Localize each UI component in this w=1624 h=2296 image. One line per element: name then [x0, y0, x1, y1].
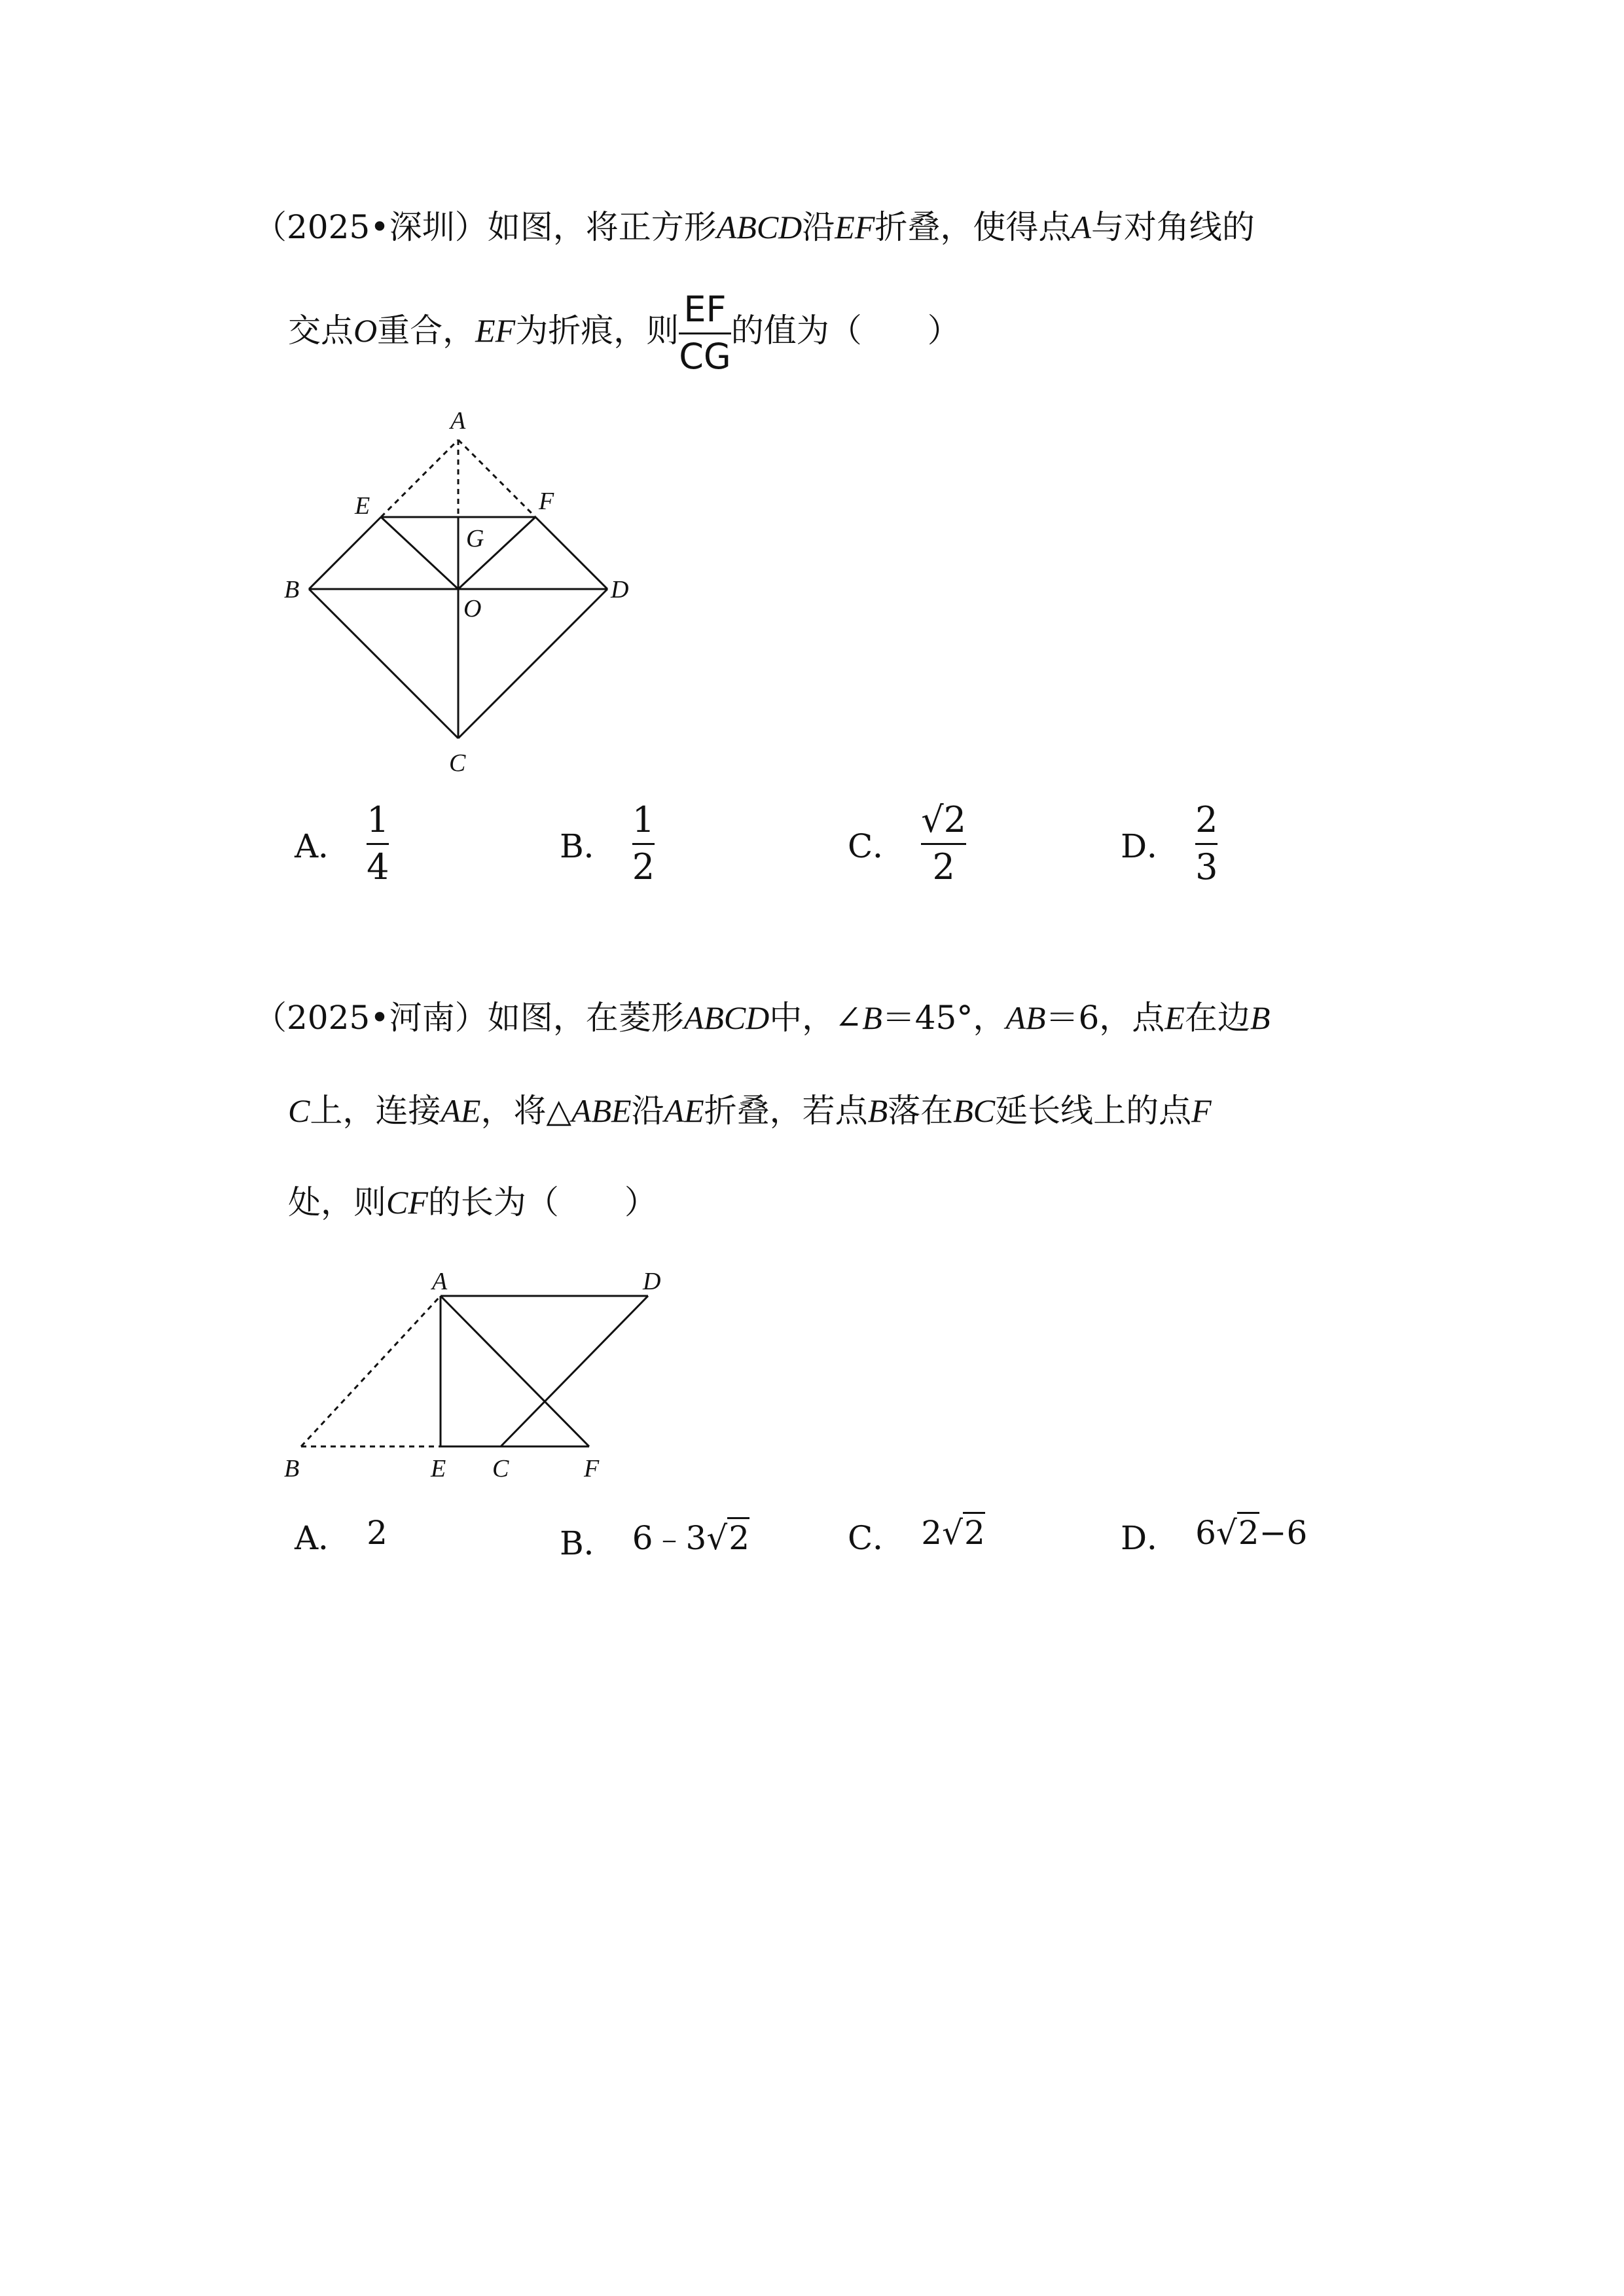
dashed-ea: [381, 440, 458, 517]
q2-option-c[interactable]: C． 2√2: [848, 1512, 985, 1559]
q1-option-a[interactable]: A． $\frac{1}{4}$: [295, 799, 389, 888]
q2-option-d[interactable]: D． 6√2−6: [1121, 1512, 1307, 1559]
label-c: C: [449, 749, 466, 777]
sqrt-sign: √2: [1216, 1514, 1259, 1552]
label-b: B: [284, 1455, 300, 1482]
label-f: F: [584, 1455, 600, 1482]
label-c: C: [492, 1455, 509, 1482]
segment-af: [441, 1296, 589, 1446]
label-o: O: [463, 595, 482, 622]
segment-fd: [535, 517, 607, 589]
label-b: B: [284, 576, 300, 603]
segment-eo: [381, 517, 458, 589]
q1-stem-line-1: （2025•深圳）如图，将正方形ABCD沿EF折叠，使得点A与对角线的: [254, 208, 1255, 246]
q2-stem-line-2: C上，连接AE，将△ABE沿AE折叠，若点B落在BC延长线上的点F: [288, 1092, 1212, 1130]
label-d: D: [611, 576, 629, 603]
dashed-af: [458, 440, 535, 517]
label-e: E: [355, 492, 370, 520]
q2-option-a[interactable]: A． 2: [295, 1514, 388, 1557]
label-e: E: [431, 1455, 446, 1482]
ratio-fraction: $\frac{EF}{CG}$: [679, 289, 731, 377]
q2-stem-line-1: （2025•河南）如图，在菱形ABCD中，∠B＝45°，AB＝6，点E在边B: [254, 999, 1271, 1037]
q1-option-d[interactable]: D． $\frac{2}{3}$: [1121, 799, 1218, 888]
label-d: D: [643, 1268, 661, 1295]
label-a: A: [432, 1268, 448, 1295]
segment-bc: [309, 589, 458, 738]
q2-figure: [281, 1257, 674, 1486]
segment-be: [309, 517, 381, 589]
sqrt-sign: √2: [706, 1519, 749, 1557]
q2-option-b[interactable]: B． 6﹣3√2: [560, 1512, 749, 1564]
q1-stem-line-2: 交点O重合，EF为折痕，则 $\frac{EF}{CG}$ 的值为（ ）: [288, 289, 960, 377]
q1-option-b[interactable]: B． $\frac{1}{2}$: [560, 799, 655, 888]
q2-stem-line-3: 处，则CF的长为（ ）: [288, 1183, 657, 1221]
dashed-ba: [301, 1296, 441, 1446]
label-f: F: [539, 488, 554, 515]
label-g: G: [466, 525, 484, 552]
q1-figure: [281, 399, 648, 785]
label-a: A: [450, 407, 466, 435]
sqrt-sign: √2: [942, 1514, 985, 1552]
segment-cd: [501, 1296, 648, 1446]
q1-option-c[interactable]: C． $\frac{√2}{2}$: [848, 799, 967, 888]
